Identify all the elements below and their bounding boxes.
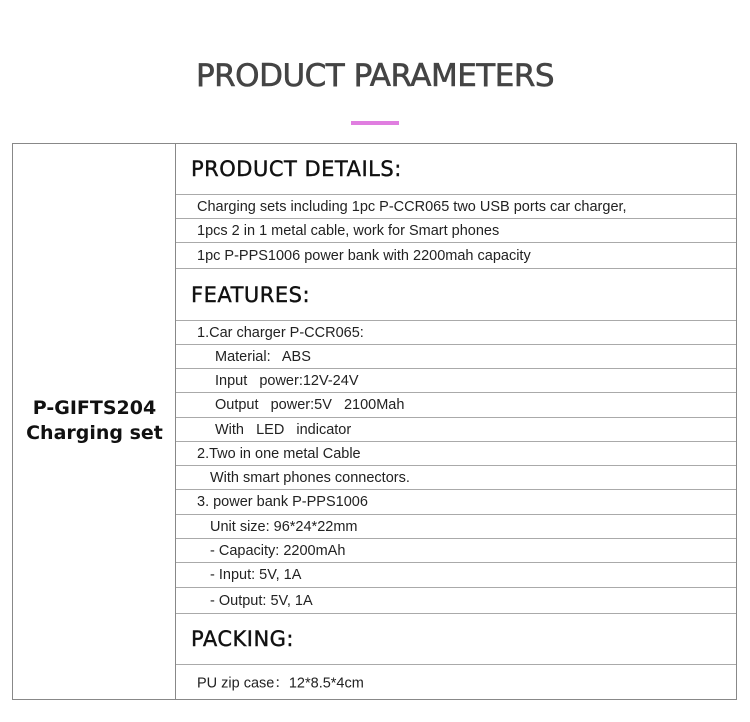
section-heading-features [176, 269, 736, 321]
feature-line: Unit size: 96*24*22mm [176, 515, 736, 539]
feature-line: - Capacity: 2200mAh [176, 539, 736, 563]
details-column [176, 144, 736, 699]
feature-line: Output power:5V 2100Mah [176, 393, 736, 418]
parameters-table [12, 143, 737, 700]
title-underline-accent [351, 121, 399, 125]
feature-line: - Input: 5V, 1A [176, 563, 736, 588]
details-line: 1pc P-PPS1006 power bank with 2200mah capacity [176, 243, 736, 269]
section-heading-packing [176, 614, 736, 665]
feature-line: 2.Two in one metal Cable [176, 442, 736, 466]
packing-line: PU zip case：12*8.5*4cm [197, 675, 364, 692]
product-name-cell [13, 144, 176, 699]
product-name [13, 396, 176, 446]
product-type: Charging set [26, 422, 163, 444]
product-code: P-GIFTS204 [32, 397, 157, 419]
section-heading-text: PRODUCT DETAILS: [191, 157, 402, 181]
section-heading-details [176, 144, 736, 195]
details-line: 1pcs 2 in 1 metal cable, work for Smart phones [176, 219, 736, 243]
feature-line: With smart phones connectors. [176, 466, 736, 490]
feature-line: With LED indicator [176, 418, 736, 442]
section-heading-text: PACKING: [191, 627, 295, 651]
details-line: Charging sets including 1pc P-CCR065 two USB ports car charger, [176, 195, 736, 219]
feature-line: 3. power bank P-PPS1006 [176, 490, 736, 515]
page-title: PRODUCT PARAMETERS [195, 58, 555, 94]
feature-line: 1.Car charger P-CCR065: [176, 321, 736, 345]
feature-line: Input power:12V-24V [176, 369, 736, 393]
feature-line: Material: ABS [176, 345, 736, 369]
feature-line: - Output: 5V, 1A [176, 588, 736, 614]
section-heading-text: FEATURES: [191, 282, 311, 307]
